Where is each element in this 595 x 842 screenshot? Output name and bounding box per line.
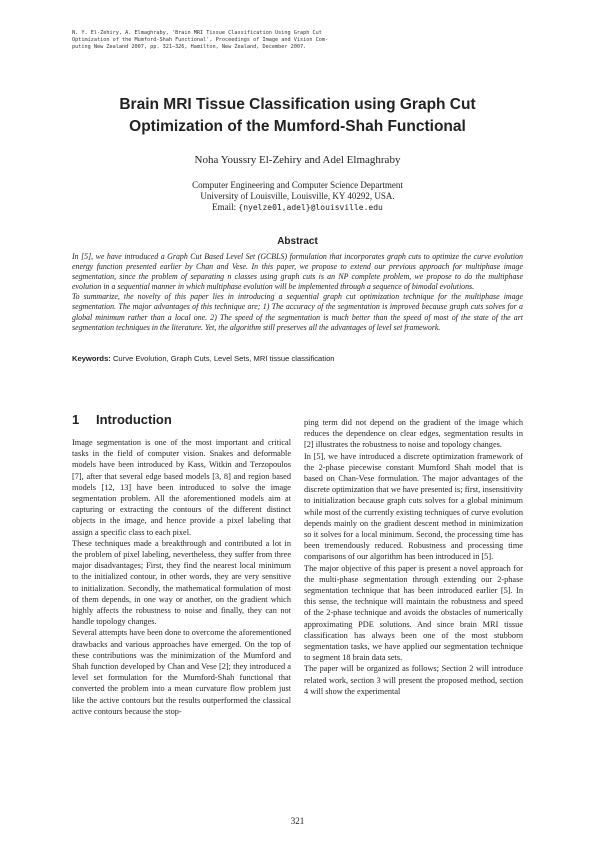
- left-column: [72, 437, 291, 717]
- right-column: [304, 417, 523, 697]
- body-paragraph: The major objective of this paper is present a novel approach for the multi-phase segmentation through extending our 2-phase segmentation technique that has been introduced earlier [5]. In this sense, the technique will maintain the robustness and speed of the 2-phase technique and avoids the obstacles of numerically approximating PDE solutions. And since brain MRI tissue classification has always been one of the most stubborn segmentation tasks, we have applied our segmentation technique to segment 18 brain data sets.: [304, 563, 523, 663]
- body-paragraph: ping term did not depend on the gradient of the image which reduces the dependence on clear edges, segmentation results in [2] illustrates the robustness to noise and topology changes.: [304, 418, 523, 450]
- abstract-paragraph: In [5], we have introduced a Graph Cut Based Level Set (GCBLS) formulation that incorporates graph cuts to optimize the curve evolution energy function presented earlier by Chan and Vese. In this paper, we propose to extend our previous approach for multiphase image segmentation, since the problem of separating n classes using graph cuts is an NP complete problem, we propose to do the multiphase evolution in a sequential manner in which multiphase evolution will be implemented through a sequence of bimodal evolutions.: [72, 252, 523, 292]
- keywords-label: Keywords:: [72, 354, 111, 363]
- citation-line: puting New Zealand 2007, pp. 321–326, Hamilton, New Zealand, December 2007.: [72, 44, 307, 50]
- abstract-paragraph: To summarize, the novelty of this paper lies in introducing a sequential graph cut optimization technique for the multiphase image segmentation. The major advantages of this technique are; 1) The accuracy of the segmentation is improved because graph cuts solves for a global minimum rather than a local one. 2) The speed of the segmentation is much better than the speed of most of the state of the art segmentation techniques in the literature. Yet, the algorithm still preserves all the advantages of level set framework.: [72, 292, 523, 332]
- body-paragraph: In [5], we have introduced a discrete optimization framework of the 2-phase piecewise constant Mumford Shah model that is based on Chan-Vese formulation. The major advantages of the discrete optimization that we have presented is; first, insensitivity to initialization because graph cuts solves for a global minimum while most of the currently existing techniques of curve evolution depends mainly on the gradient descent method in minimization so it solves for a local minimum. Second, the processing time has been tremendously reduced. Robustness and processing time comparisons of our algorithm has been introduced in [5].: [304, 451, 523, 562]
- citation-header: [72, 30, 532, 51]
- keywords-text: Curve Evolution, Graph Cuts, Level Sets, MRI tissue classification: [112, 354, 335, 363]
- keywords: [72, 354, 523, 364]
- body-paragraph: The paper will be organized as follows; Section 2 will introduce related work, section 3 will present the proposed method, section 4 will show the experimental: [304, 664, 523, 696]
- body-paragraph: Image segmentation is one of the most important and critical tasks in the field of computer vision. Snakes and deformable models have been introduced by Kass, Witkin and Terzopoulos [7], after that several edge based models [3, 8] and region based models [12, 13] have been introduced to solve the image segmentation problem. All the aforementioned models aim at capturing or extracting the contours of the different distinct objects in the image, and hence provide a pixel labeling that assign a specific class to each pixel.: [72, 438, 291, 537]
- email-address: {nyelze01,adel}@louisville.edu: [238, 203, 383, 212]
- title-line: Brain MRI Tissue Classification using Graph Cut: [119, 96, 476, 113]
- affiliation-address: University of Louisville, Louisville, KY 40292, USA.: [200, 191, 395, 201]
- title-line: Optimization of the Mumford-Shah Functional: [129, 118, 466, 135]
- affiliation: [60, 180, 535, 213]
- section-number: 1: [72, 412, 80, 427]
- section-title: Introduction: [96, 412, 172, 427]
- citation-line: Optimization of the Mumford-Shah Functional', Proceedings of Image and Vision Com-: [72, 37, 329, 43]
- paper-title: [60, 94, 535, 138]
- affiliation-department: Computer Engineering and Computer Science Department: [192, 180, 403, 190]
- page-number: 321: [290, 816, 305, 826]
- abstract-heading: Abstract: [277, 236, 318, 247]
- authors: Noha Youssry El-Zehiry and Adel Elmaghraby: [194, 154, 401, 166]
- abstract-body: [72, 252, 523, 333]
- body-paragraph: Several attempts have been done to overcome the aforementioned drawbacks and various approaches have emerged. On the top of these contributions was the minimization of the Mumford and Shah function developed by Chan and Vese [2]; they introduced a level set formulation for the Mumford-Shah functional that converted the problem into a mean curvature flow problem just like the active contours but the results outperformed the classical active contours because the stop-: [72, 628, 291, 716]
- citation-line: N. Y. El-Zehiry, A. Elmaghraby, 'Brain MRI Tissue Classification Using Graph Cut: [72, 30, 322, 36]
- affiliation-email-row: [60, 202, 535, 213]
- body-paragraph: These techniques made a breakthrough and contributed a lot in the problem of pixel labeling, nevertheless, they suffer from three major disadvantages; First, they find the nearest local minimum to the initialized contour, in other words, they are very sensitive to initialization. Secondly, the mathematical formulation of most of them depends, in one way or another, on the gradient which highly affects the robustness to noise and finally, they can not handle topology changes.: [72, 538, 291, 627]
- email-label: Email:: [212, 202, 237, 212]
- section-heading: [72, 412, 292, 428]
